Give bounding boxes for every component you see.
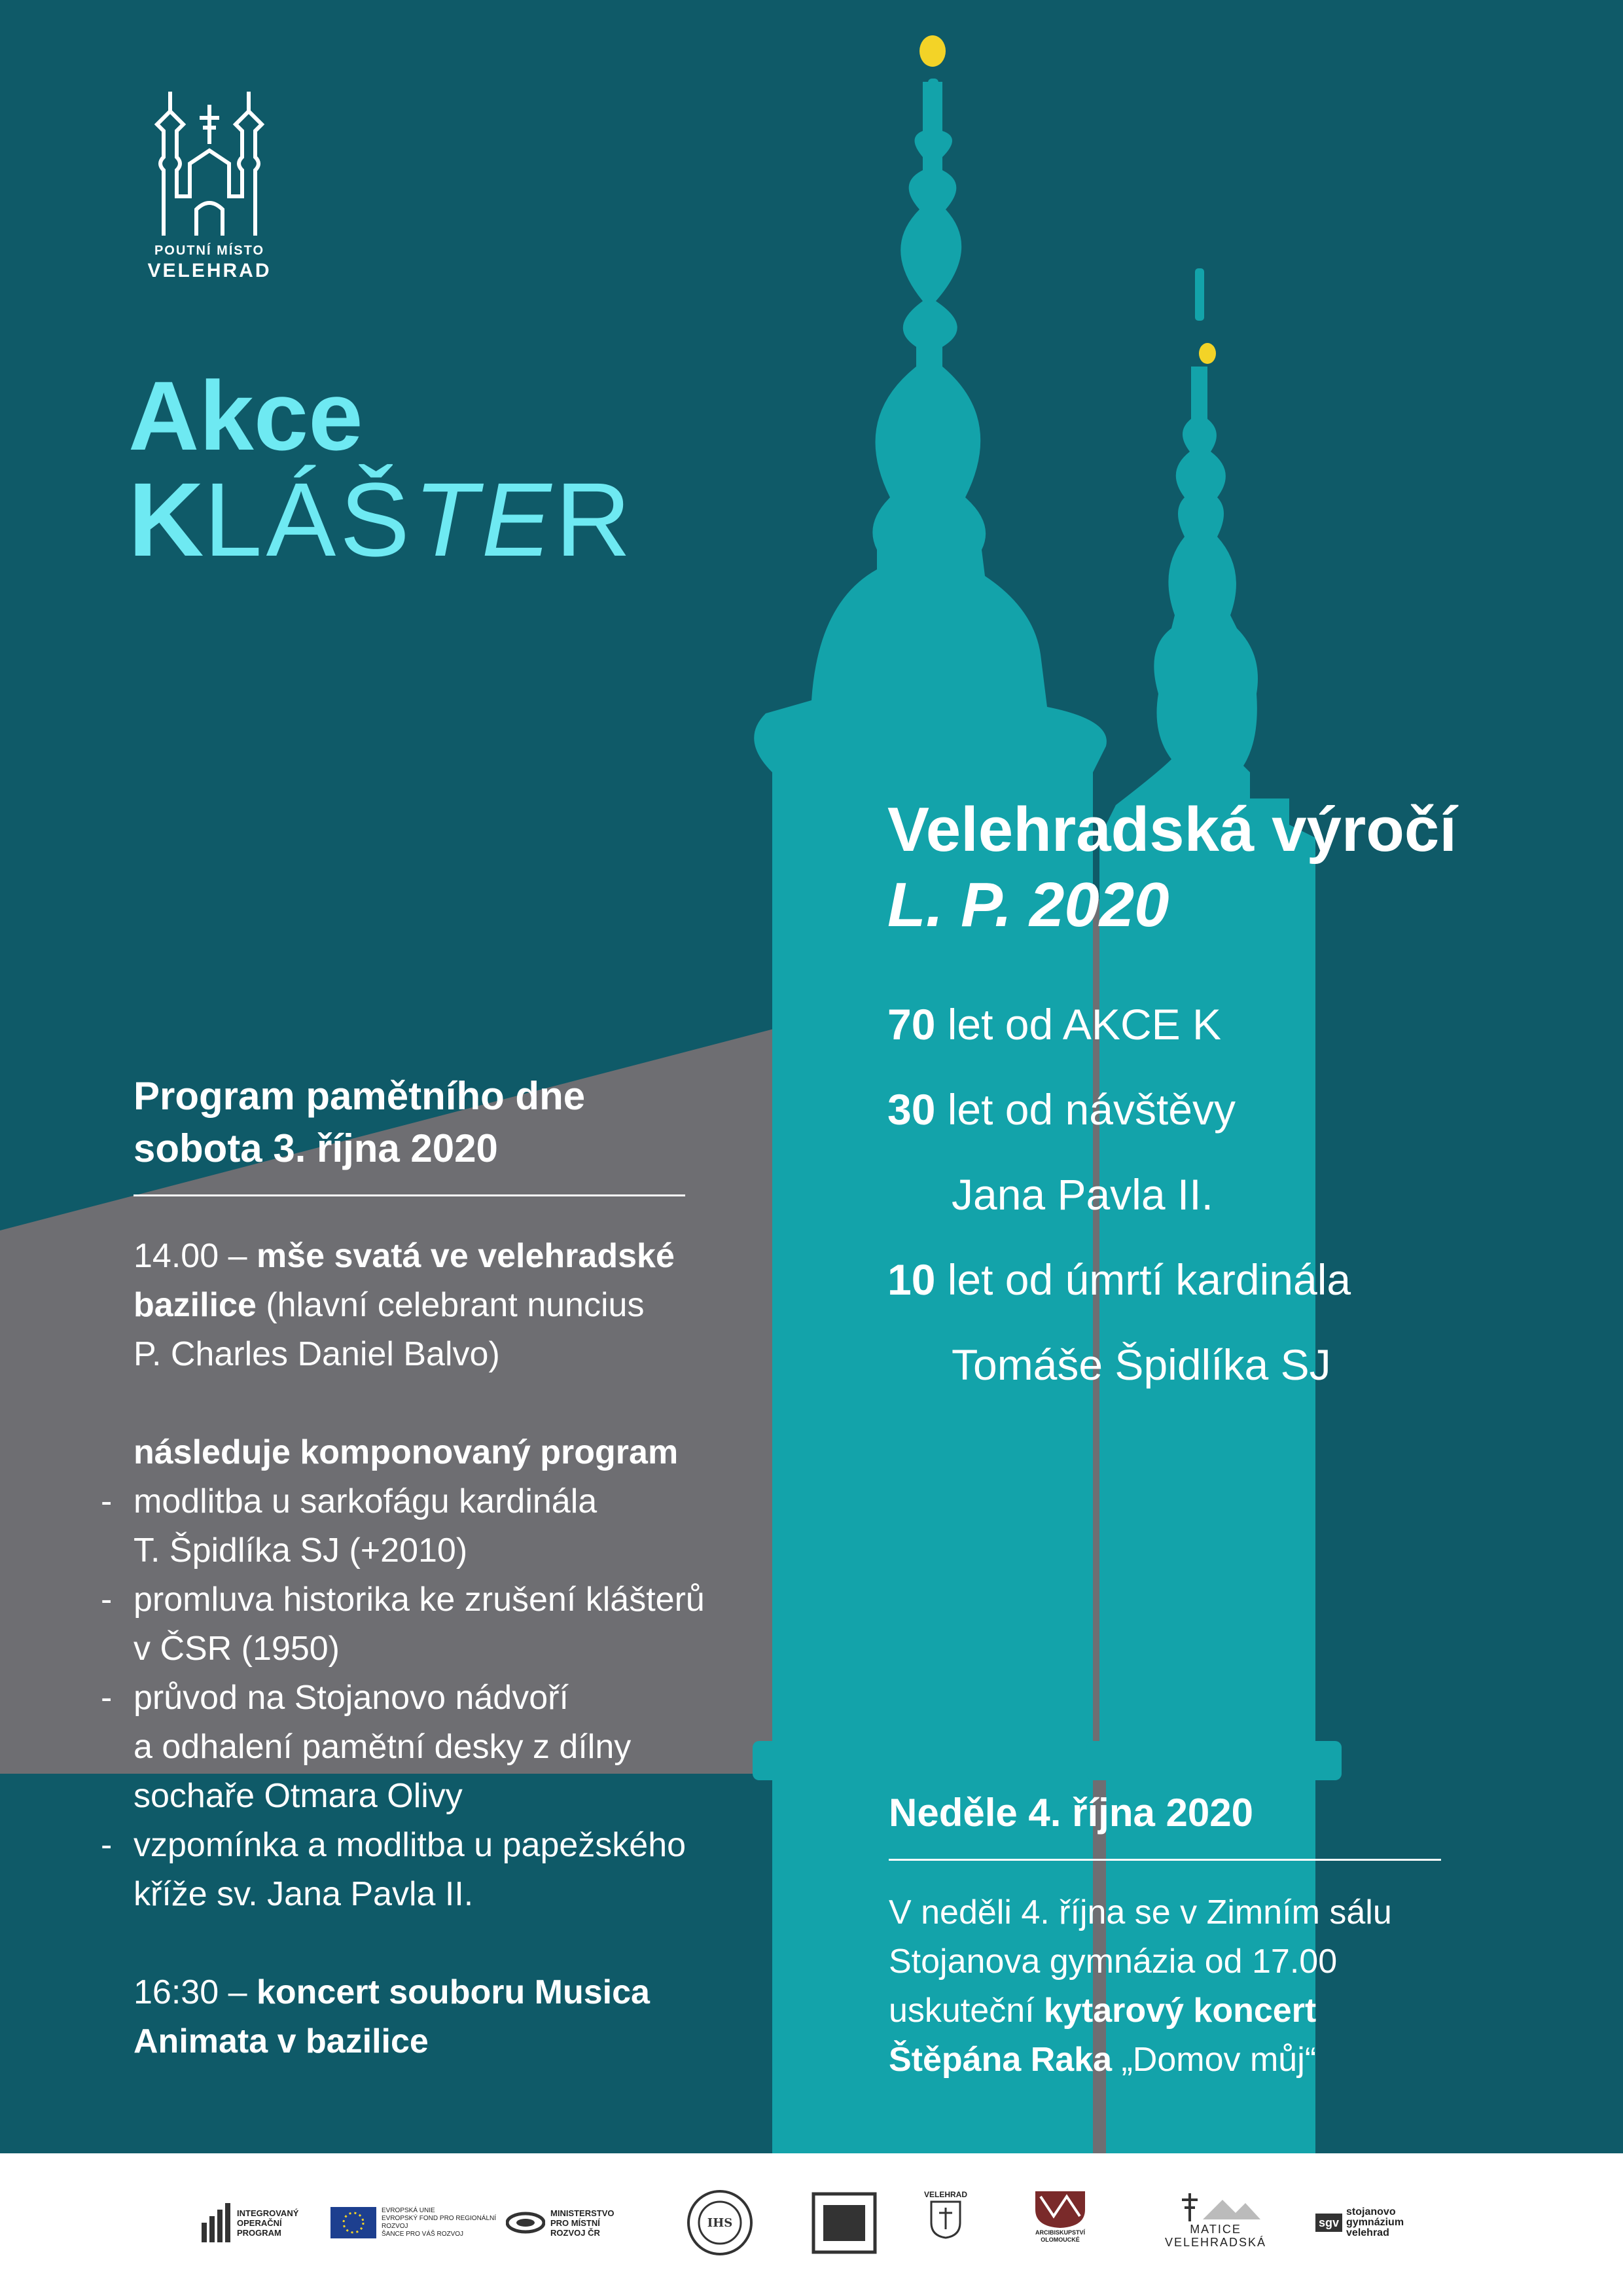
sgv-text: stojanovo (1346, 2206, 1396, 2217)
matice-logo (1165, 2190, 1266, 2255)
crest-text: VELEHRAD (924, 2190, 968, 2199)
list-item (887, 1067, 1607, 1152)
list-item (887, 982, 1607, 1067)
eu-text: ŠANCE PRO VÁŠ ROZVOJ (382, 2231, 464, 2238)
anniversary-number: 10 (887, 1255, 936, 1304)
sunday-line (889, 2036, 1596, 2085)
gold-finial-left (919, 35, 946, 67)
square-emblem-icon (812, 2192, 877, 2254)
arcibiskupstvi-text: OLOMOUCKÉ (1041, 2236, 1080, 2243)
concert-title: koncert souboru Musica (256, 1973, 650, 2011)
logo-subtitle: POUTNÍ MÍSTO (154, 243, 265, 258)
basilica-towers-icon (144, 92, 275, 236)
matice-cross-icon (1170, 2190, 1262, 2223)
anniversaries-list (887, 982, 1607, 1407)
mmr-text: MINISTERSTVO (550, 2208, 615, 2218)
anniversary-text-cont: Jana Pavla II. (952, 1170, 1213, 1219)
anniversaries-heading: Velehradská výročí (887, 795, 1457, 865)
program-item: - průvod na Stojanovo nádvoří (134, 1674, 801, 1723)
iop-text: OPERAČNÍ (237, 2217, 282, 2228)
program-item-cont: kříže sv. Jana Pavla II. (134, 1875, 474, 1913)
seal-logo (686, 2190, 755, 2255)
mass-time: 14.00 – (134, 1237, 257, 1275)
headline-klaster (128, 461, 635, 578)
divider (889, 1859, 1441, 1861)
square-logo (812, 2190, 877, 2255)
concert-line-1 (134, 1968, 801, 2017)
iop-logo (202, 2190, 298, 2255)
anniversaries-year: L. P. 2020 (887, 870, 1169, 941)
mass-title: mše svatá ve velehradské (256, 1237, 675, 1275)
sunday-heading: Neděle 4. října 2020 (889, 1791, 1253, 1835)
program-item: - modlitba u sarkofágu kardinála (134, 1477, 801, 1526)
mass-detail: (hlavní celebrant nuncius (256, 1286, 645, 1324)
sunday-line (889, 1986, 1596, 2036)
concert-title-cont: Animata v bazilice (134, 2022, 429, 2060)
program-item-cont: T. Špidlíka SJ (+2010) (134, 1532, 468, 1570)
mmr-logo (506, 2190, 615, 2255)
concert-line-2 (134, 2017, 801, 2066)
arcibiskupstvi-text: ARCIBISKUPSTVÍ (1035, 2229, 1085, 2236)
anniversary-text: let od návštěvy (935, 1085, 1236, 1134)
sgv-text: velehrad (1346, 2227, 1389, 2238)
sunday-line: V neděli 4. října se v Zimním sálu (889, 1893, 1392, 1931)
list-item (887, 1322, 1607, 1407)
program-item-cont: a odhalení pamětní desky z dílny (134, 1728, 632, 1766)
program-item: - vzpomínka a modlitba u papežského (134, 1821, 801, 1870)
program-item-cont: sochaře Otmara Olivy (134, 1777, 463, 1815)
mass-line-1 (134, 1232, 801, 1281)
list-item (887, 1152, 1607, 1237)
sgv-logo (1315, 2190, 1404, 2255)
iop-text: PROGRAM (237, 2227, 281, 2238)
logo-title: VELEHRAD (147, 260, 272, 281)
velehrad-crest-logo (924, 2190, 967, 2255)
program-heading: Program pamětního dne (134, 1074, 586, 1118)
eu-logo (330, 2190, 496, 2255)
headline-k: K (128, 461, 204, 578)
program-item-cont: v ČSR (1950) (134, 1630, 340, 1668)
eu-flag-icon (330, 2207, 376, 2238)
program-section (134, 1070, 801, 2066)
arcibiskupstvi-logo (1034, 2190, 1086, 2255)
svg-text:IHS: IHS (707, 2215, 733, 2230)
program-body (134, 1232, 801, 2066)
anniversary-text-cont: Tomáše Špidlíka SJ (952, 1340, 1331, 1390)
sgv-badge: sgv (1315, 2214, 1342, 2232)
program-item: - promluva historika ke zrušení klášterů (134, 1575, 801, 1624)
list-item (887, 1237, 1607, 1322)
anniversary-text: let od úmrtí kardinála (935, 1255, 1351, 1304)
program-date: sobota 3. října 2020 (134, 1126, 498, 1170)
sunday-text: uskuteční (889, 1992, 1044, 2030)
crest-icon (929, 2200, 962, 2239)
mass-line-2 (134, 1281, 801, 1330)
mass-title-cont: bazilice (134, 1286, 257, 1324)
sunday-concert: kytarový koncert (1044, 1992, 1317, 2030)
eu-text: EVROPSKÝ FOND PRO REGIONÁLNÍ (382, 2215, 497, 2222)
follow-title: následuje komponovaný program (134, 1433, 679, 1471)
headline-akce: Akce (128, 361, 363, 471)
matice-text: VELEHRADSKÁ (1165, 2236, 1267, 2249)
sgv-text: gymnázium (1346, 2217, 1404, 2228)
mmr-text: ROZVOJ ČR (550, 2227, 600, 2238)
velehrad-logo (131, 92, 288, 282)
anniversary-text: let od AKCE K (935, 1000, 1221, 1049)
sunday-line: Stojanova gymnázia od 17.00 (889, 1943, 1338, 1981)
eu-text: ROZVOJ (382, 2223, 408, 2230)
matice-text: MATICE (1190, 2223, 1241, 2236)
gold-finial-right (1199, 343, 1216, 364)
sunday-title: „Domov můj“ (1112, 2041, 1317, 2079)
concert-time: 16:30 – (134, 1973, 257, 2011)
mass-line-3: P. Charles Daniel Balvo) (134, 1335, 500, 1373)
iop-text: INTEGROVANÝ (237, 2208, 299, 2218)
bar-chart-icon (202, 2203, 232, 2242)
sunday-performer: Štěpána Raka (889, 2041, 1113, 2079)
headline (128, 361, 635, 578)
eu-text: EVROPSKÁ UNIE (382, 2207, 435, 2214)
headline-rest2: TE (413, 461, 556, 578)
archdiocese-shield-icon (1034, 2190, 1086, 2229)
sunday-section (889, 1787, 1596, 2085)
sponsor-footer (0, 2153, 1623, 2296)
round-seal-icon (686, 2189, 755, 2257)
ministry-swirl-icon (506, 2210, 545, 2236)
follow-heading (134, 1428, 801, 1477)
headline-rest3: R (555, 461, 635, 578)
anniversaries-section (887, 792, 1607, 1407)
sunday-body (889, 1888, 1596, 2085)
headline-rest1: LÁŠ (204, 461, 414, 578)
anniversary-number: 70 (887, 1000, 936, 1049)
divider (134, 1194, 685, 1196)
anniversary-number: 30 (887, 1085, 936, 1134)
mmr-text: PRO MÍSTNÍ (550, 2217, 600, 2228)
